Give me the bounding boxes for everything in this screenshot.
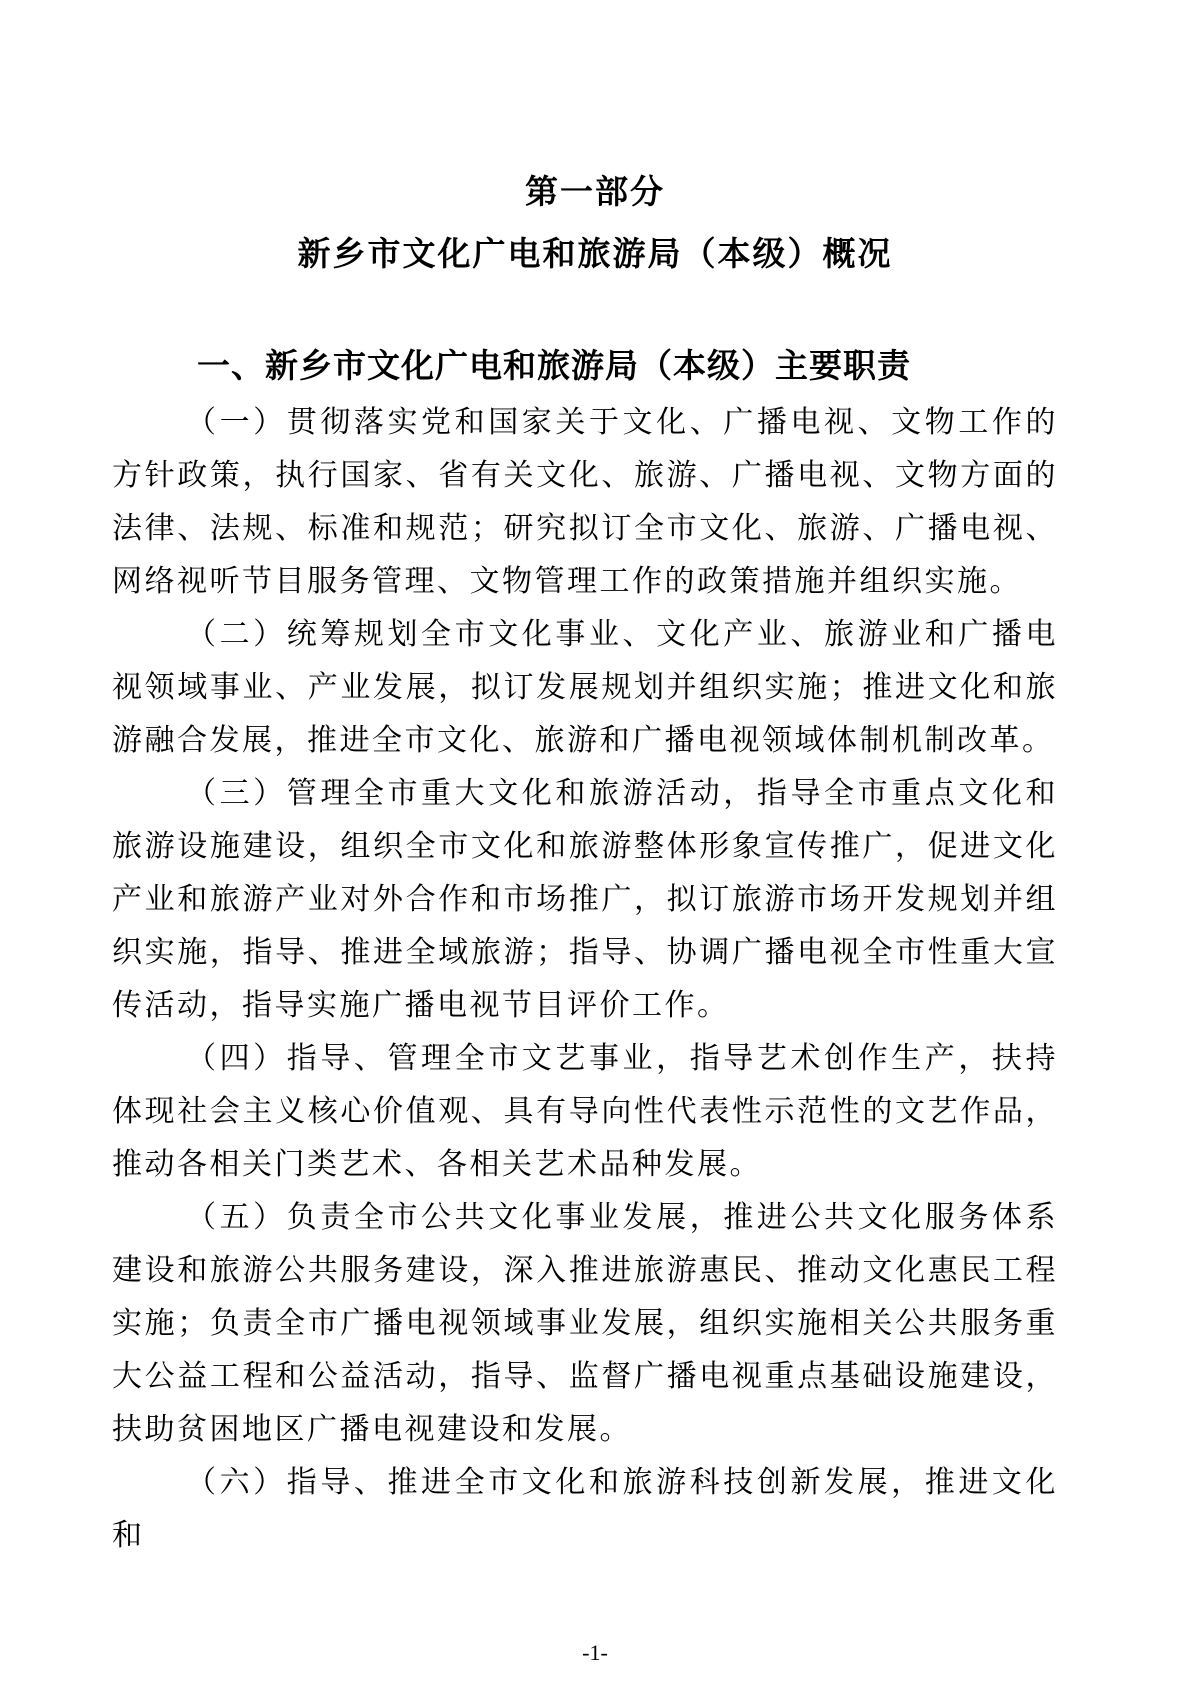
paragraph-duty-6: （六）指导、推进全市文化和旅游科技创新发展，推进文化和 bbox=[112, 1466, 1058, 1552]
part-subtitle: 新乡市文化广电和旅游局（本级）概况 bbox=[297, 235, 893, 272]
paragraph-duty-2: （二）统筹规划全市文化事业、文化产业、旅游业和广播电视领域事业、产业发展，拟订发展规划并组织实施；推进文化和旅游融合发展，推进全市文化、旅游和广播电视领域体制机制改革。 bbox=[112, 618, 1058, 757]
page-number: -1- bbox=[582, 1640, 608, 1665]
document-body bbox=[112, 396, 1058, 1562]
paragraph-duty-1: （一）贯彻落实党和国家关于文化、广播电视、文物工作的方针政策，执行国家、省有关文化、旅游、广播电视、文物方面的法律、法规、标准和规范；研究拟订全市文化、旅游、广播电视、网络视听节目服务管理、文物管理工作的政策措施并组织实施。 bbox=[112, 406, 1058, 598]
part-title: 第一部分 bbox=[525, 173, 665, 210]
paragraph-duty-4: （四）指导、管理全市文艺事业，指导艺术创作生产，扶持体现社会主义核心价值观、具有导向性代表性示范性的文艺作品，推动各相关门类艺术、各相关艺术品种发展。 bbox=[112, 1042, 1058, 1181]
section-heading: 一、新乡市文化广电和旅游局（本级）主要职责 bbox=[197, 347, 911, 384]
paragraph-duty-3: （三）管理全市重大文化和旅游活动，指导全市重点文化和旅游设施建设，组织全市文化和旅游整体形象宣传推广，促进文化产业和旅游产业对外合作和市场推广，拟订旅游市场开发规划并组织实施，指导、推进全域旅游；指导、协调广播电视全市性重大宣传活动，指导实施广播电视节目评价工作。 bbox=[112, 777, 1058, 1022]
paragraph-duty-5: （五）负责全市公共文化事业发展，推进公共文化服务体系建设和旅游公共服务建设，深入推进旅游惠民、推动文化惠民工程实施；负责全市广播电视领域事业发展，组织实施相关公共服务重大公益工程和公益活动，指导、监督广播电视重点基础设施建设，扶助贫困地区广播电视建设和发展。 bbox=[112, 1201, 1058, 1446]
